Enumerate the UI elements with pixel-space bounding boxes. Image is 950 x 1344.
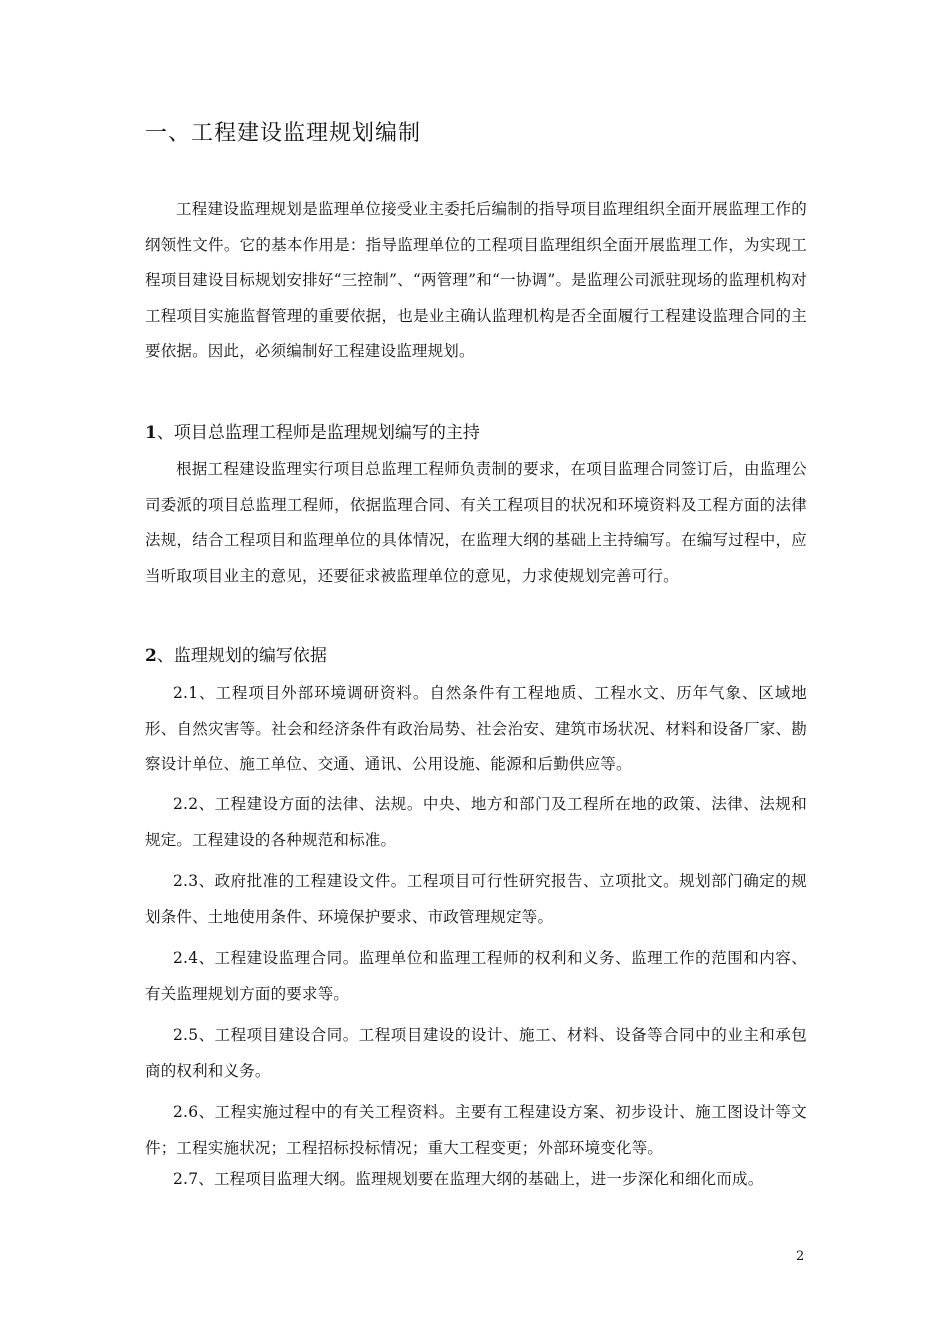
intro-paragraph: 工程建设监理规划是监理单位接受业主委托后编制的指导项目监理组织全面开展监理工作的纲领性文件。它的基本作用是：指导监理单位的工程项目监理组织全面开展监理工作，为实现工程项目建设目标规划安排好“三控制”、“两管理”和“一协调”。是监理公司派驻现场的监理机构对工程项目实施监督管理的重要依据，也是业主确认监理机构是否全面履行工程建设监理合同的主要依据。因此，必须编制好工程建设监理规划。 bbox=[145, 200, 807, 360]
section-2-heading bbox=[145, 641, 327, 671]
list-item-2-7: 2.7、工程项目监理大纲。监理规划要在监理大纲的基础上，进一步深化和细化而成。 bbox=[173, 1170, 764, 1188]
document-title: 一、工程建设监理规划编制 bbox=[145, 121, 422, 146]
section-2-title: 、监理规划的编写依据 bbox=[156, 646, 327, 666]
section-1-number: 1 bbox=[145, 423, 157, 443]
list-item-2-4: 2.4、工程建设监理合同。监理单位和监理工程师的权利和义务、监理工作的范围和内容、有关监理规划方面的要求等。 bbox=[145, 949, 807, 1003]
section-1-title: 、项目总监理工程师是监理规划编写的主持 bbox=[156, 423, 480, 443]
list-item-2-1: 2.1、工程项目外部环境调研资料。自然条件有工程地质、工程水文、历年气象、区域地形、自然灾害等。社会和经济条件有政治局势、社会治安、建筑市场状况、材料和设备厂家、勘察设计单位、施工单位、交通、通讯、公用设施、能源和后勤供应等。 bbox=[145, 684, 807, 773]
list-item-2-5: 2.5、工程项目建设合同。工程项目建设的设计、施工、材料、设备等合同中的业主和承包商的权利和义务。 bbox=[145, 1026, 807, 1080]
section-1-body: 根据工程建设监理实行项目总监理工程师负责制的要求，在项目监理合同签订后，由监理公司委派的项目总监理工程师，依据监理合同、有关工程项目的状况和环境资料及工程方面的法律法规，结合工程项目和监理单位的具体情况，在监理大纲的基础上主持编写。在编写过程中，应当听取项目业主的意见，还要征求被监理单位的意见，力求使规划完善可行。 bbox=[145, 460, 807, 585]
list-item-2-3: 2.3、政府批准的工程建设文件。工程项目可行性研究报告、立项批文。规划部门确定的规划条件、土地使用条件、环境保护要求、市政管理规定等。 bbox=[145, 872, 807, 926]
section-2-number: 2 bbox=[145, 646, 157, 666]
page-number: 2 bbox=[796, 1249, 805, 1264]
section-1-heading bbox=[145, 418, 480, 448]
list-item-2-6: 2.6、工程实施过程中的有关工程资料。主要有工程建设方案、初步设计、施工图设计等文件；工程实施状况；工程招标投标情况；重大工程变更；外部环境变化等。 bbox=[145, 1103, 807, 1157]
list-item-2-2: 2.2、工程建设方面的法律、法规。中央、地方和部门及工程所在地的政策、法律、法规和规定。工程建设的各种规范和标准。 bbox=[145, 795, 807, 849]
